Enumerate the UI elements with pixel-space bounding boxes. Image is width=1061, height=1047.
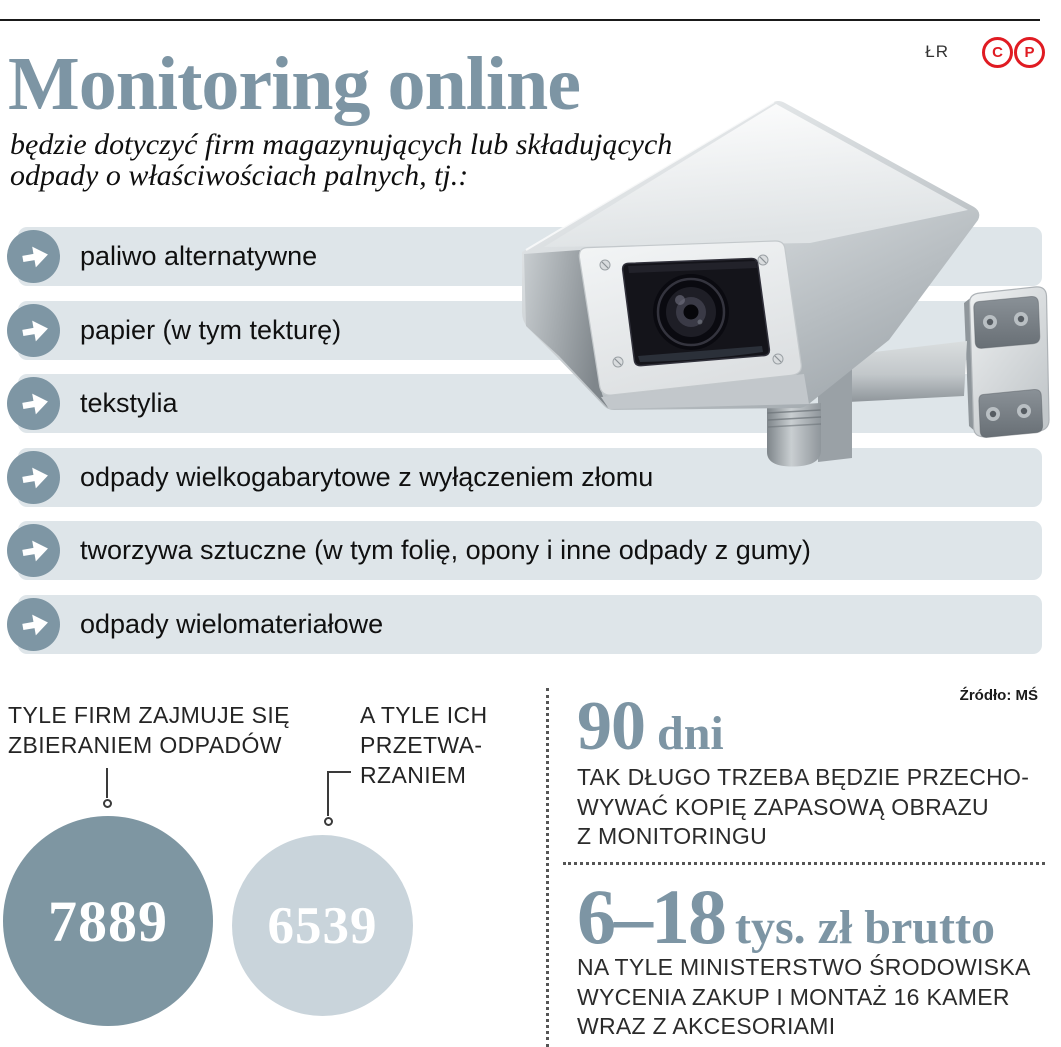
arrow-right-icon <box>17 240 51 274</box>
retention-value: 90 <box>577 688 645 765</box>
retention-description: TAK DŁUGO TRZEBA BĘDZIE PRZECHO- WYWAĆ KOPIĘ ZAPASOWĄ OBRAZU Z MONITORINGU <box>577 764 1030 849</box>
mount-cylinder <box>767 403 821 467</box>
page-title: Monitoring online <box>8 42 581 126</box>
connector-line <box>327 771 329 816</box>
cost-stat <box>577 872 995 962</box>
wall-mount-plate <box>964 287 1049 438</box>
arrow-right-icon <box>17 387 51 421</box>
processors-bubble <box>232 835 413 1016</box>
author-credit: ŁR <box>925 42 949 61</box>
cost-value: 6–18 <box>577 873 725 960</box>
list-item-label: paliwo alternatywne <box>80 241 318 271</box>
connector-dot <box>103 799 112 808</box>
arrow-bullet <box>7 524 60 577</box>
arrow-bullet <box>7 377 60 430</box>
arrow-bullet <box>7 598 60 651</box>
arrow-bullet <box>7 304 60 357</box>
collectors-label: TYLE FIRM ZAJMUJE SIĘ ZBIERANIEM ODPADÓW <box>8 702 290 758</box>
list-item-label: odpady wielkogabarytowe z wyłączeniem złomu <box>80 462 654 492</box>
list-item-label: tekstylia <box>80 388 178 418</box>
list-item <box>18 595 1042 654</box>
camera-lens <box>653 274 729 350</box>
collectors-value: 7889 <box>48 888 168 954</box>
top-rule <box>0 19 1040 21</box>
processors-value: 6539 <box>267 896 378 955</box>
retention-stat <box>577 687 724 767</box>
arrow-bullet <box>7 451 60 504</box>
connector-line <box>327 771 351 773</box>
list-item <box>18 521 1042 580</box>
arrow-right-icon <box>17 608 51 642</box>
collectors-bubble <box>3 816 213 1026</box>
cost-unit: tys. zł brutto <box>735 901 995 954</box>
list-item-label: tworzywa sztuczne (w tym folię, opony i inne odpady z gumy) <box>80 535 811 565</box>
vertical-dotted-divider <box>546 688 549 1047</box>
arrow-bullet <box>7 230 60 283</box>
connector-line <box>106 768 108 798</box>
horizontal-dotted-divider <box>563 862 1045 865</box>
cost-description: NA TYLE MINISTERSTWO ŚRODOWISKA WYCENIA ZAKUP I MONTAŻ 16 KAMER WRAZ Z AKCESORIAMI <box>577 954 1031 1039</box>
cctv-camera-illustration <box>480 60 1061 490</box>
subtitle-line-2: odpady o właściwościach palnych, tj.: <box>10 159 469 192</box>
subtitle-line-1: będzie dotyczyć firm magazynujących lub składujących <box>10 128 673 161</box>
processors-label: A TYLE ICH PRZETWA- RZANIEM <box>360 702 488 788</box>
arrow-right-icon <box>17 461 51 495</box>
retention-unit: dni <box>657 707 724 760</box>
list-item-label: odpady wielomateriałowe <box>80 609 384 639</box>
connector-dot <box>324 817 333 826</box>
source-credit: Źródło: MŚ <box>959 687 1038 704</box>
copyright-c-icon: C <box>982 37 1013 68</box>
list-item-label: papier (w tym tekturę) <box>80 315 342 345</box>
arrow-right-icon <box>17 314 51 348</box>
copyright-p-icon: P <box>1014 37 1045 68</box>
arrow-right-icon <box>17 534 51 568</box>
